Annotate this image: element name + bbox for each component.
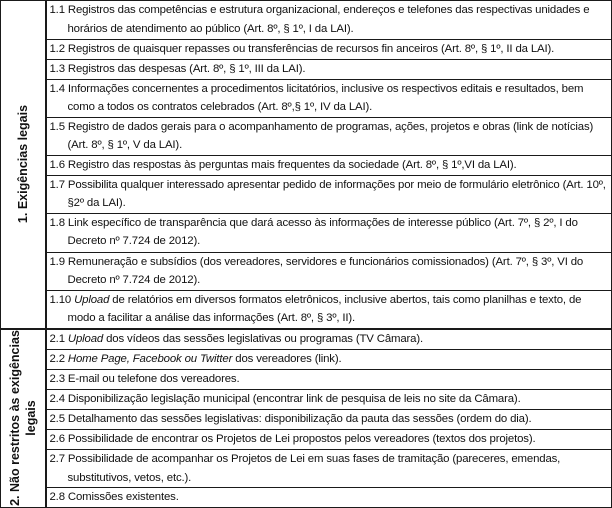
- item-italic-term: Upload: [74, 293, 110, 306]
- item-text: Informações concernentes a procedimentos licitatórios, inclusive os respectivos editais e resultados, bem como a todos os contratos celebrados (Art. 8º,§ 1º, IV da LAI).: [67, 82, 584, 113]
- item-number: 2.8: [49, 491, 65, 503]
- table-row: [1, 59, 612, 79]
- item-text: Registros das competências e estrutura organizacional, endereços e telefones das respectivas unidades e horários de atendimento ao público (Art. 8º, § 1º, I da LAI).: [67, 4, 590, 35]
- table-row: [1, 117, 612, 155]
- criterion-2-6: [46, 430, 612, 450]
- criterion-1-9: [46, 252, 612, 290]
- item-italic-term: Upload: [67, 332, 104, 345]
- criterion-1-5: [46, 117, 612, 155]
- criterion-2-8: [46, 488, 612, 508]
- item-text: de relatórios em diversos formatos eletrônicos, inclusive abertos, tais como planilhas e texto, de modo a facilitar a análise das informações (Art. 8º, § 3º, II).: [67, 293, 582, 324]
- item-number: 2.5: [49, 413, 65, 425]
- item-text: Disponibilização legislação municipal (encontrar link de pesquisa de leis no site da Câmara).: [67, 393, 521, 405]
- group-cell-beyond-legal-requirements: [1, 329, 46, 508]
- table-row: [1, 370, 612, 390]
- table-row: [1, 450, 612, 488]
- table-row: [1, 40, 612, 60]
- criterion-2-7: [46, 450, 612, 488]
- table-row: [1, 213, 612, 252]
- criterion-2-5: [46, 410, 612, 430]
- table-row: [1, 175, 612, 213]
- item-text: Registros de quaisquer repasses ou transferências de recursos fin anceiros (Art. 8º, § 1º, II da LAI).: [67, 43, 555, 55]
- criterion-2-4: [46, 390, 612, 410]
- item-text: Registros das despesas (Art. 8º, § 1º, III da LAI).: [67, 62, 306, 75]
- table-row: [1, 430, 612, 450]
- item-text: Comissões existentes.: [67, 491, 179, 503]
- item-number: 1.9: [49, 255, 65, 268]
- criterion-1-3: [46, 59, 612, 79]
- criterion-1-4: [46, 79, 612, 117]
- criterion-1-7: [46, 175, 612, 213]
- item-number: 2.6: [49, 433, 65, 445]
- item-number: 2.3: [49, 373, 65, 385]
- table-row: [1, 329, 612, 350]
- item-text: Registro das respostas às perguntas mais frequentes da sociedade (Art. 8º, § 1º,VI da LAI).: [67, 158, 517, 171]
- table-row: [1, 155, 612, 175]
- criterion-2-2: [46, 350, 612, 370]
- group-label-legal-requirements: 1. Exigências legais: [15, 105, 30, 224]
- item-number: 1.2: [49, 43, 65, 55]
- item-number: 1.10: [49, 293, 72, 306]
- criterion-1-6: [46, 155, 612, 175]
- item-number: 2.2: [49, 353, 65, 365]
- item-text: Possibilita qualquer interessado apresentar pedido de informações por meio de formulário eletrônico (Art. 10º, §2º da LAI).: [67, 178, 606, 209]
- group-label-beyond-legal-requirements: 2. Não restritos às exigências legais: [7, 330, 38, 506]
- table-row: [1, 350, 612, 370]
- item-text: dos vídeos das sessões legislativas ou programas (TV Câmara).: [103, 332, 424, 345]
- criterion-2-1: [46, 329, 612, 350]
- table-row: [1, 290, 612, 329]
- criterion-2-3: [46, 370, 612, 390]
- item-text: E-mail ou telefone dos vereadores.: [67, 373, 240, 385]
- item-number: 1.4: [49, 82, 65, 95]
- table-row: [1, 410, 612, 430]
- item-number: 2.1: [49, 332, 65, 345]
- criterion-1-10: [46, 290, 612, 329]
- table-row: [1, 252, 612, 290]
- item-number: 1.7: [49, 178, 65, 191]
- item-text: Registro de dados gerais para o acompanhamento de programas, ações, projetos e obras (link de notícias) (Art. 8º, § 1º, V da LAI).: [67, 120, 594, 151]
- item-text: Link específico de transparência que dará acesso às informações de interesse público (Art. 7º, § 2º, I do Decreto nº 7.724 de 2012).: [67, 216, 578, 247]
- item-number: 2.7: [49, 453, 65, 465]
- item-number: 1.6: [49, 158, 65, 171]
- table-row: [1, 79, 612, 117]
- item-text: Possibilidade de encontrar os Projetos de Lei propostos pelos vereadores (textos dos projetos).: [67, 433, 536, 445]
- table-row: [1, 488, 612, 508]
- table-row: [1, 390, 612, 410]
- item-number: 1.8: [49, 216, 65, 229]
- item-text: Possibilidade de acompanhar os Projetos de Lei em suas fases de tramitação (pareceres, emendas, substitutivos, vetos, etc.).: [67, 453, 561, 484]
- group-cell-legal-requirements: [1, 1, 46, 329]
- item-number: 1.1: [49, 4, 65, 16]
- item-text: Remuneração e subsídios (dos vereadores, servidores e funcionários comissionados) (Art. 7º, § 3º, VI do Decreto nº 7.724 de 2012).: [67, 255, 584, 286]
- criterion-1-2: [46, 40, 612, 60]
- item-text: Detalhamento das sessões legislativas: disponibilização da pauta das sessões (ordem do dia).: [67, 413, 532, 425]
- item-italic-term: Home Page, Facebook ou Twitter: [67, 353, 233, 365]
- table-row: [1, 1, 612, 40]
- item-number: 1.5: [49, 120, 65, 133]
- item-text: dos vereadores (link).: [232, 353, 342, 365]
- item-number: 2.4: [49, 393, 65, 405]
- criterion-1-8: [46, 213, 612, 252]
- criterion-1-1: [46, 1, 612, 40]
- item-number: 1.3: [49, 62, 65, 75]
